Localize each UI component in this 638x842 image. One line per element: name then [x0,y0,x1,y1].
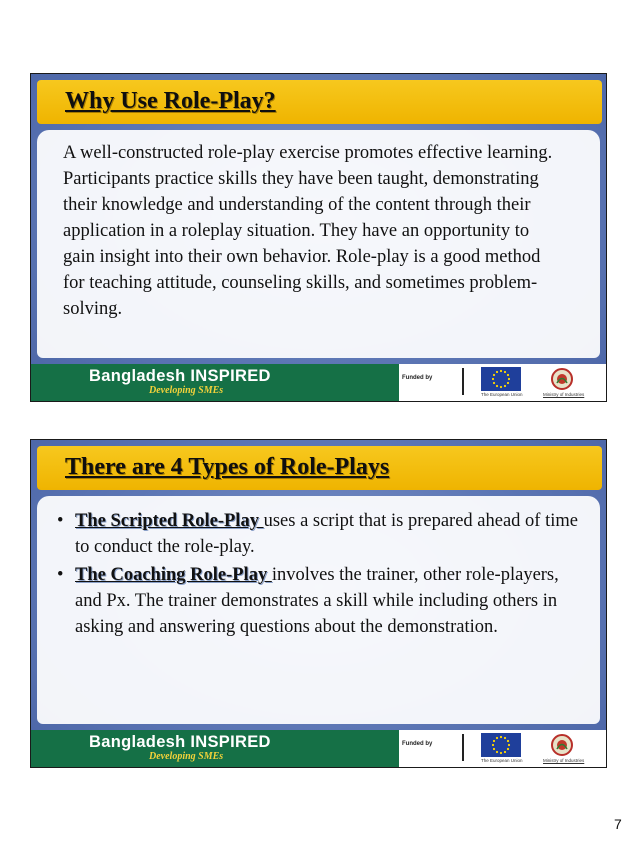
eu-flag-icon [481,367,521,391]
slide-types-of-role-plays [30,439,607,768]
bullet-text: uses a script that is prepared ahead of time to conduct the role-play. [75,511,578,557]
slide-footer [31,364,606,401]
eu-flag-icon [481,733,521,757]
bullet-dot: • [57,565,64,585]
slide-why-use-role-play [30,73,607,402]
funded-by-label: Funded by [402,375,433,381]
funded-by-label: Funded by [402,741,433,747]
title-bar [37,80,602,124]
content-panel [37,496,600,724]
ministry-caption: Ministry of Industries [543,758,585,763]
content-panel [37,130,600,358]
bullet-term: The Coaching Role-Play [75,565,272,585]
bangladesh-emblem-icon [551,734,573,756]
ministry-caption: Ministry of Industries [543,392,585,397]
bullet-item [55,562,585,640]
divider [462,734,464,761]
bangladesh-emblem-icon [551,368,573,390]
bullet-dot: • [57,511,64,531]
slide-footer [31,730,606,767]
bullet-text: involves the trainer, other role-players, and Px. The trainer demonstrates a skill while including others in asking and answering questions about the demonstration. [75,565,559,637]
brand-name: Bangladesh INSPIRED [89,367,271,385]
divider [462,368,464,395]
bullet-term: The Scripted Role-Play [75,511,264,531]
page-number: 7 [614,816,622,832]
brand-tagline: Developing SMEs [149,751,224,762]
footer-brand-band [31,364,399,401]
eu-caption: The European Union [481,392,523,397]
slide-title: There are 4 Types of Role-Plays [65,454,390,480]
bullet-list [55,508,585,642]
title-bar [37,446,602,490]
eu-caption: The European Union [481,758,523,763]
slide-title: Why Use Role-Play? [65,88,276,114]
body-paragraph: A well-constructed role-play exercise promotes effective learning. Participants practice skills they have been taught, demonstrating their knowledge and understanding of the content through their application in a roleplay situation. They have an opportunity to gain insight into their own behavior. Role-play is a good method for teaching attitude, counseling skills, and sometimes problem-solving. [63,143,553,319]
footer-brand-band [31,730,399,767]
bullet-item [55,508,585,560]
brand-name: Bangladesh INSPIRED [89,733,271,751]
brand-tagline: Developing SMEs [149,385,224,396]
